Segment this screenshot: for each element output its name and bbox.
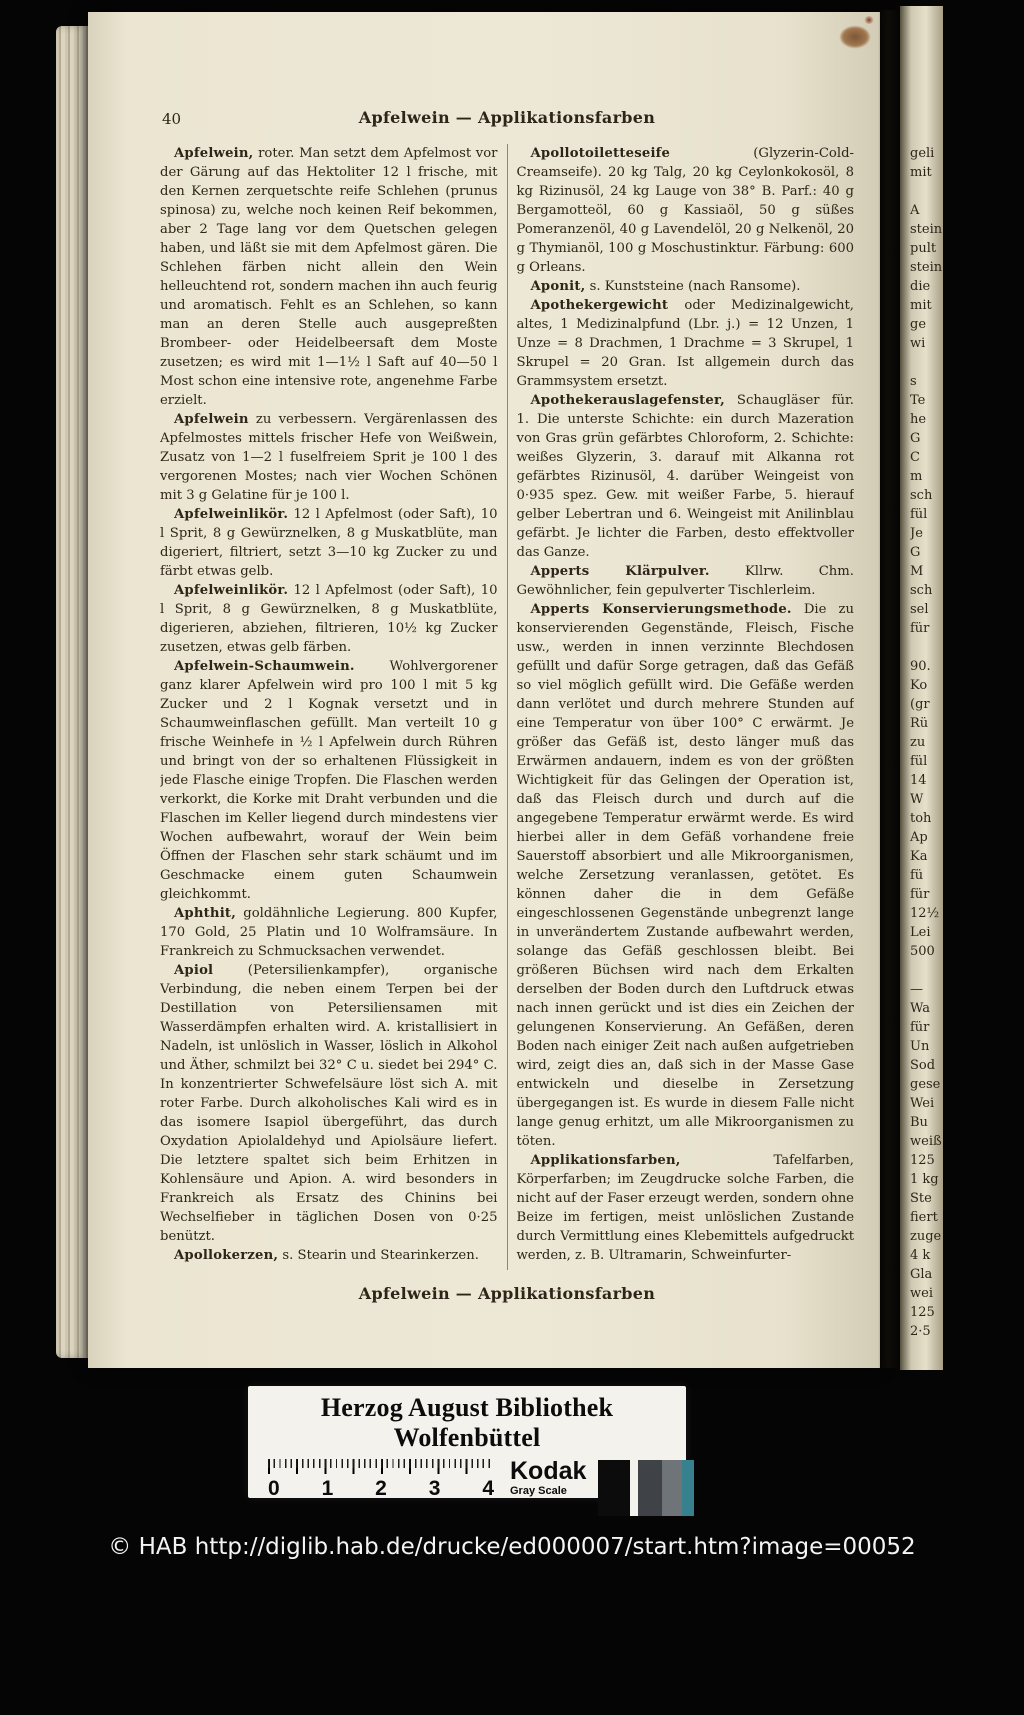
dictionary-entry: Apothekerauslagefenster, Schaugläser für. 1. Die unterste Schichte: ein durch Mazeration von Gras grün gefärbtes Chloroform, 2. Schichte: weißes Glyzerin, 3. darauf mit Alkanna rot gefärbtes Rizinusöl, 4. darüber Weingeist von 0·935 spez. Gew. mit weißer Farbe, 5. hierauf gelber Lebertran und 6. Weingeist mit Anilinblau gefärbt. Je lichter die Farben, desto effektvoller das Ganze. bbox=[516, 393, 854, 560]
next-page-text-fragment: geli bbox=[910, 146, 935, 161]
dictionary-entry: Applikationsfarben, Tafelfarben, Körperfarben; im Zeugdrucke solche Farben, die nicht auf der Faser erzeugt werden, sondern ohne Beize im fertigen, meist unlöslichen Zustande durch Vermittlung eines Klebemittels aufgedruckt werden, z. B. Ultramarin, Schweinfurter- bbox=[516, 1153, 854, 1263]
next-page-text-fragment: — bbox=[910, 982, 923, 997]
next-page-text-fragment: stein bbox=[910, 222, 943, 237]
dictionary-entry: Apfelwein, roter. Man setzt dem Apfelmost vor der Gärung auf das Hektoliter 12 l frische, mit den Kernen zerquetschte reife Schlehen (prunus spinosa) zu, welche noch keinen Reif bekommen, aber 2 Tage lang vor dem Quetschen gelegen haben, und läßt sie mit dem Apfelmost gären. Die Schlehen färben nicht allein den Wein helleuchtend rot, sondern machen ihn auch feurig und aromatisch. Fehlt es an Schlehen, so kann man an deren Stelle auch ausgepreßten Brombeer- oder Heidelbeersaft dem Moste zusetzen; es wird mit 1—1½ l Saft auf 40—50 l Most schon eine intensive rote, angenehme Farbe erzielt. bbox=[160, 146, 498, 408]
next-page-text-fragment: gese bbox=[910, 1077, 941, 1092]
entry-headword: Aphthit, bbox=[174, 906, 237, 921]
next-page-text-fragment: weiß bbox=[910, 1134, 942, 1149]
page-number: 40 bbox=[162, 110, 182, 128]
next-page-text-fragment: 125 bbox=[910, 1305, 935, 1320]
dictionary-entry: Apfelweinlikör. 12 l Apfelmost (oder Saft), 10 l Sprit, 8 g Gewürznelken, 8 g Muskatblüte, man digeriert, filtriert, setzt 3—10 kg Zucker zu und färbt etwas gelb. bbox=[160, 507, 498, 579]
next-page-text-fragment: für bbox=[910, 887, 930, 902]
dictionary-entry: Aphthit, goldähnliche Legierung. 800 Kupfer, 170 Gold, 25 Platin und 10 Wolframsäure. In Frankreich zu Schmucksachen verwendet. bbox=[160, 906, 498, 959]
next-page-text-fragment: s bbox=[910, 374, 917, 389]
page-stack-fore-edge bbox=[56, 26, 88, 1358]
book-page bbox=[88, 12, 880, 1368]
dictionary-entry: Apiol (Petersilienkampfer), organische Verbindung, die neben einem Terpen bei der Destillation von Petersiliensamen mit Wasserdämpfen erhalten wird. A. kristallisiert in Nadeln, ist unlöslich in Wasser, löslich in Alkohol und Äther, schmilzt bei 32° C u. siedet bei 294° C. In konzentrierter Schwefelsäure löst sich A. mit roter Farbe. Durch alkoholisches Kali wird es in das isomere Isapiol übergeführt, das durch Oxydation Apiolaldehyd und Apiolsäure liefert. Die letztere spaltet sich beim Erhitzen in Kohlensäure und Apion. A. wird besonders in Frankreich als Ersatz des Chinins bei Wechselfieber in täglichen Dosen von 0·25 benützt. bbox=[160, 963, 498, 1244]
next-page-text-fragment: fül bbox=[910, 507, 928, 522]
next-page-text-fragment: 2·5 bbox=[910, 1324, 931, 1339]
next-page-text-fragment: zuge bbox=[910, 1229, 942, 1244]
next-page-text-fragment: wei bbox=[910, 1286, 933, 1301]
next-page-text-fragment: W bbox=[910, 792, 924, 807]
next-page-text-fragment: 90. bbox=[910, 659, 931, 674]
entry-headword: Apfelweinlikör. bbox=[174, 583, 289, 598]
entry-headword: Apiol bbox=[174, 963, 214, 978]
next-page-text-fragment: fü bbox=[910, 868, 924, 883]
dictionary-entry: Apperts Konservierungsmethode. Die zu konservierenden Gegenstände, Fleisch, Fische usw., werden in innen verzinnte Blechdosen gefüllt und dafür Sorge getragen, daß das Gefäß so viel möglich gefüllt wird. Die Gefäße werden dann verlötet und durch mehrere Stunden auf eine Temperatur von über 100° C erwärmt. Je größer das Gefäß ist, desto länger muß das Erwärmen andauern, indem es von der größten Wichtigkeit für das Gelingen der Operation ist, daß das Fleisch durch und durch auf die angegebene Temperatur erwärmt werde. Es wird hierbei aller in dem Gefäß vorhandene freie Sauerstoff absorbiert und alle Mikroorganismen, welche Zersetzung veranlassen, getötet. Es können daher die in dem Gefäße eingeschlossenen Gegenstände unbegrenzt lange in unverändertem Zustande aufbewahrt werden, solange das Gefäß geschlossen bleibt. Bei größeren Büchsen wird nach dem Erkalten derselben der Boden durch den Luftdruck etwas nach innen gerückt und ist dies ein Zeichen der gelungenen Konservierung. An Gefäßen, deren Boden nach einiger Zeit nach außen aufgetrieben wird, zeigt dies an, daß sich in der Masse Gase entwickeln und dieselbe in Zersetzung übergegangen ist. Es wurde in diesem Falle nicht lange genug erhitzt, um alle Mikroorganismen zu töten. bbox=[516, 602, 854, 1149]
next-page-text-fragment: Ko bbox=[910, 678, 928, 693]
next-page-text-fragment: Sod bbox=[910, 1058, 936, 1073]
next-page-text-fragment: M bbox=[910, 564, 924, 579]
next-page-text-fragment: 12½ bbox=[910, 906, 940, 921]
next-page-fragments bbox=[900, 6, 943, 1341]
next-page-text-fragment: ge bbox=[910, 317, 927, 332]
next-page-text-fragment: Je bbox=[910, 526, 923, 541]
entry-headword: Apothekergewicht bbox=[530, 298, 669, 313]
next-page-text-fragment: 1 kg bbox=[910, 1172, 939, 1187]
entry-headword: Apollokerzen, bbox=[174, 1248, 279, 1263]
ruler-number: 2 bbox=[375, 1477, 387, 1500]
gray-scale-row bbox=[248, 1453, 686, 1516]
gray-patch-black bbox=[598, 1460, 630, 1516]
kodak-gray-scale-label: Gray Scale bbox=[510, 1485, 567, 1497]
next-page-text-fragment: 4 k bbox=[910, 1248, 931, 1263]
running-footer: Apfelwein — Applikationsfarben bbox=[358, 1284, 656, 1303]
library-name: Herzog August Bibliothek Wolfenbüttel bbox=[320, 1393, 614, 1452]
next-page-text-fragment: C bbox=[910, 450, 920, 465]
next-page-text-fragment: mit bbox=[910, 165, 932, 180]
ruler-number: 0 bbox=[268, 1477, 280, 1500]
next-page-text-fragment: he bbox=[910, 412, 927, 427]
next-page-text-fragment: fiert bbox=[910, 1210, 938, 1225]
kodak-block bbox=[510, 1459, 586, 1497]
gray-scale-patches bbox=[598, 1460, 694, 1516]
next-page-text-fragment: wi bbox=[910, 336, 926, 351]
ruler-number: 1 bbox=[321, 1477, 334, 1500]
paper-stain-small bbox=[864, 16, 874, 24]
gray-patch-dark bbox=[638, 1460, 662, 1516]
gray-patch-teal bbox=[682, 1460, 694, 1516]
next-page-text-fragment: Wei bbox=[910, 1096, 935, 1111]
dictionary-entry: Apothekergewicht oder Medizinalgewicht, altes, 1 Medizinalpfund (Lbr. j.) = 12 Unzen, 1 Unze = 8 Drachmen, 1 Drachme = 3 Skrupel, 1 Skrupel = 20 Gran. Ist allgemein durch das Grammsystem ersetzt. bbox=[516, 298, 854, 389]
next-page-text-fragment: Wa bbox=[910, 1001, 930, 1016]
next-page-text-fragment: 14 bbox=[910, 773, 927, 788]
next-page-text-fragment: pult bbox=[910, 241, 937, 256]
dictionary-entry: Aponit, s. Kunststeine (nach Ransome). bbox=[530, 279, 801, 294]
right-column bbox=[508, 144, 855, 1270]
text-columns bbox=[160, 144, 854, 1270]
entry-headword: Apfelwein bbox=[174, 412, 249, 427]
next-page-text-fragment: für bbox=[910, 621, 930, 636]
entry-headword: Apfelwein, bbox=[174, 146, 254, 161]
page-header bbox=[160, 108, 854, 134]
entry-headword: Apperts Konservierungsmethode. bbox=[530, 602, 792, 617]
ruler-number: 3 bbox=[428, 1477, 441, 1500]
next-page-text-fragment: Ka bbox=[910, 849, 928, 864]
next-page-text-fragment: mit bbox=[910, 298, 932, 313]
next-page-text-fragment: toh bbox=[910, 811, 932, 826]
next-page-text-fragment: Un bbox=[910, 1039, 930, 1054]
dictionary-entry: Apollokerzen, s. Stearin und Stearinkerzen. bbox=[174, 1248, 479, 1263]
next-page-text-fragment: Ap bbox=[910, 830, 928, 845]
photo-caption: © HAB http://diglib.hab.de/drucke/ed000007/start.htm?image=00052 bbox=[108, 1534, 916, 1560]
next-page-text-fragment: Ste bbox=[910, 1191, 932, 1206]
entry-headword: Apfelwein-Schaumwein. bbox=[174, 659, 355, 674]
next-page-text-fragment: Rü bbox=[910, 716, 929, 731]
left-column bbox=[160, 144, 508, 1270]
next-page-sliver bbox=[900, 6, 943, 1370]
dictionary-entry: Apperts Klärpulver. Kllrw. Chm. Gewöhnlicher, fein gepulverter Tischlerleim. bbox=[516, 564, 854, 598]
dictionary-entry: Apfelweinlikör. 12 l Apfelmost (oder Saft), 10 l Sprit, 8 g Gewürznelken, 8 g Muskatblüte, digerieren, abziehen, filtrieren, 10½ kg Zucker zusetzen, etwas gelb färben. bbox=[160, 583, 498, 655]
next-page-text-fragment: Te bbox=[910, 393, 926, 408]
entry-headword: Apothekerauslagefenster, bbox=[530, 393, 725, 408]
next-page-text-fragment: sch bbox=[910, 583, 933, 598]
next-page-text-fragment: m bbox=[910, 469, 923, 484]
dictionary-entry: Apfelwein-Schaumwein. Wohlvergorener ganz klarer Apfelwein wird pro 100 l mit 5 kg Zucker und 2 l Kognak versetzt und in Schaumweinflaschen gefüllt. Man verteilt 10 g frische Weinhefe in ½ l Apfelwein durch Rühren und bringt von der so erhaltenen Flüssigkeit in jede Flasche einige Tropfen. Die Flaschen werden verkorkt, die Korke mit Draht verbunden und die Flaschen im Keller liegend durch mindestens vier Wochen aufbewahrt, worauf der Wein beim Öffnen der Flaschen sehr stark schäumt und im Geschmacke einem guten Schaumwein gleichkommt. bbox=[160, 659, 498, 902]
next-page-text-fragment: 125 bbox=[910, 1153, 935, 1168]
library-label-card bbox=[248, 1386, 686, 1498]
paper-stain bbox=[840, 26, 870, 48]
next-page-text-fragment: für bbox=[910, 1020, 930, 1035]
dictionary-entry: Apollotoiletteseife (Glyzerin-Cold-Creamseife). 20 kg Talg, 20 kg Ceylonkokosöl, 8 kg Rizinusöl, 24 kg Lauge von 38° B. Parf.: 40 g Bergamotteöl, 60 g Kassiaöl, 50 g süßes Pomeranzenöl, 40 g Lavendelöl, 20 g Nelkenöl, 20 g Thymianöl, 100 g Moschustinktur. Färbung: 600 g Orleans. bbox=[516, 146, 854, 275]
next-page-text-fragment: zu bbox=[910, 735, 926, 750]
next-page-text-fragment bbox=[910, 638, 943, 657]
next-page-text-fragment: Lei bbox=[910, 925, 931, 940]
next-page-text-fragment: (gr bbox=[910, 697, 930, 712]
gray-patch-mid bbox=[662, 1460, 682, 1516]
next-page-text-fragment: 500 bbox=[910, 944, 935, 959]
next-page-text-fragment bbox=[910, 182, 943, 201]
ruler-number: 4 bbox=[482, 1477, 494, 1500]
gutter-shadow bbox=[878, 10, 900, 1368]
ruler-numbers bbox=[268, 1477, 494, 1501]
next-page-text-fragment: die bbox=[910, 279, 931, 294]
page-content bbox=[88, 12, 880, 1303]
next-page-text-fragment: G bbox=[910, 545, 921, 560]
next-page-text-fragment: Bu bbox=[910, 1115, 928, 1130]
entry-headword: Apfelweinlikör. bbox=[174, 507, 289, 522]
cm-ruler bbox=[268, 1459, 494, 1501]
next-page-text-fragment: fül bbox=[910, 754, 928, 769]
next-page-text-fragment bbox=[910, 353, 943, 372]
dictionary-entry: Apfelwein zu verbessern. Vergärenlassen des Apfelmostes mittels frischer Hefe von Weißwein, Zusatz von 1—2 l fuselfreiem Sprit je 100 l des vergorenen Mostes; nach vier Wochen Schönen mit 3 g Gelatine für je 100 l. bbox=[160, 412, 498, 503]
next-page-text-fragment: sch bbox=[910, 488, 933, 503]
kodak-brand-label: Kodak bbox=[510, 1457, 587, 1485]
entry-headword: Apollotoiletteseife bbox=[530, 146, 671, 161]
next-page-text-fragment: sel bbox=[910, 602, 929, 617]
entry-headword: Apperts Klärpulver. bbox=[530, 564, 710, 579]
ruler-ticks bbox=[268, 1459, 494, 1474]
gray-patch-gap bbox=[630, 1460, 638, 1516]
next-page-text-fragment: G bbox=[910, 431, 921, 446]
entry-headword: Applikationsfarben, bbox=[530, 1153, 681, 1168]
next-page-text-fragment: stein bbox=[910, 260, 943, 275]
running-header: Apfelwein — Applikationsfarben bbox=[358, 108, 656, 127]
next-page-text-fragment: A bbox=[910, 203, 920, 218]
next-page-text-fragment: Gla bbox=[910, 1267, 933, 1282]
next-page-text-fragment bbox=[910, 961, 943, 980]
entry-headword: Aponit, bbox=[530, 279, 586, 294]
